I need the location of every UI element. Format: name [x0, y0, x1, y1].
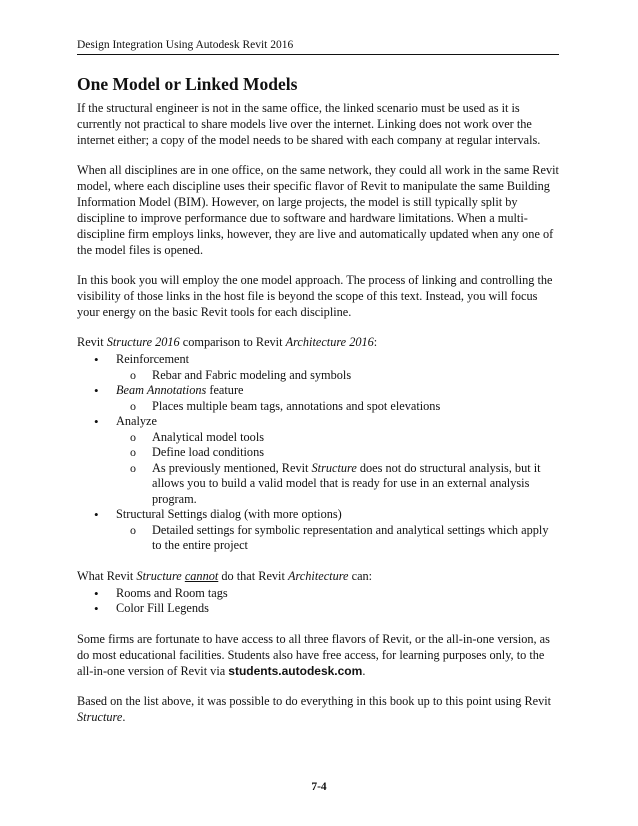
- paragraph-flavors: Some firms are fortunate to have access to all three flavors of Revit, or the all-in-one version, as do most educational facilities. Students also have free access, for learning purposes only, to the all-in-one version of Revit via students.autodesk.com.: [77, 631, 550, 678]
- sub-list-item: o Define load conditions: [77, 445, 559, 461]
- cannot-list: [77, 586, 559, 617]
- sub-list-item: o Analytical model tools: [77, 430, 559, 446]
- sub-list-item: o As previously mentioned, Revit Structure does not do structural analysis, but it allows you to build a valid model that is ready for use in an external analysis program.: [77, 461, 559, 508]
- paragraph-conclusion: Based on the list above, it was possible to do everything in this book up to this point using Revit Structure.: [77, 693, 552, 724]
- comparison-intro: Revit Structure 2016 comparison to Revit Architecture 2016:: [77, 335, 378, 349]
- comparison-list: [77, 352, 559, 554]
- list-item: • Analyze o Analytical model tools o Define load conditions o As previously mentioned, Revit Structure does not do structural analysis, but it allows you to build a valid model that is ready for use in an external analysis program.: [77, 414, 559, 507]
- list-item: • Reinforcement o Rebar and Fabric modeling and symbols: [77, 352, 559, 383]
- sub-list-item: o Rebar and Fabric modeling and symbols: [77, 368, 559, 384]
- list-item: • Structural Settings dialog (with more options) o Detailed settings for symbolic representation and analytical settings which apply to the entire project: [77, 507, 559, 554]
- cannot-intro: What Revit Structure cannot do that Revit Architecture can:: [77, 568, 373, 583]
- page-content: [77, 74, 559, 739]
- list-item: • Color Fill Legends: [77, 601, 559, 617]
- paragraph-one-model-approach: In this book you will employ the one model approach. The process of linking and controlling the visibility of those links in the host file is beyond the scope of this text. Instead, you will focus your energy on the basic Revit tools for each discipline.: [77, 273, 553, 319]
- paragraph-one-office: When all disciplines are in one office, on the same network, they could all work in the same Revit model, where each discipline uses their specific flavor of Revit to manipulate the same Building Information Model (BIM). However, on large projects, the model is still typically split by discipline to improve performance due to software and hardware limitations. When a multi-discipline firm employs links, however, they are live and automatically updated when any one of the model files is opened.: [77, 163, 559, 257]
- list-item: • Beam Annotations feature o Places multiple beam tags, annotations and spot elevations: [77, 383, 559, 414]
- sub-list-item: o Detailed settings for symbolic representation and analytical settings which apply to the entire project: [77, 523, 559, 554]
- paragraph-linked-scenario: If the structural engineer is not in the same office, the linked scenario must be used as it is currently not practical to share models live over the internet. Linking does not work over the internet either; a copy of the model needs to be shared with each company at regular intervals.: [77, 101, 541, 147]
- students-autodesk-link[interactable]: students.autodesk.com: [228, 663, 363, 678]
- sub-list-item: o Places multiple beam tags, annotations and spot elevations: [77, 399, 559, 415]
- section-title: One Model or Linked Models: [77, 74, 298, 94]
- page-number: 7-4: [311, 781, 327, 793]
- list-item: • Rooms and Room tags: [77, 586, 559, 602]
- running-header: Design Integration Using Autodesk Revit 2016: [77, 38, 559, 55]
